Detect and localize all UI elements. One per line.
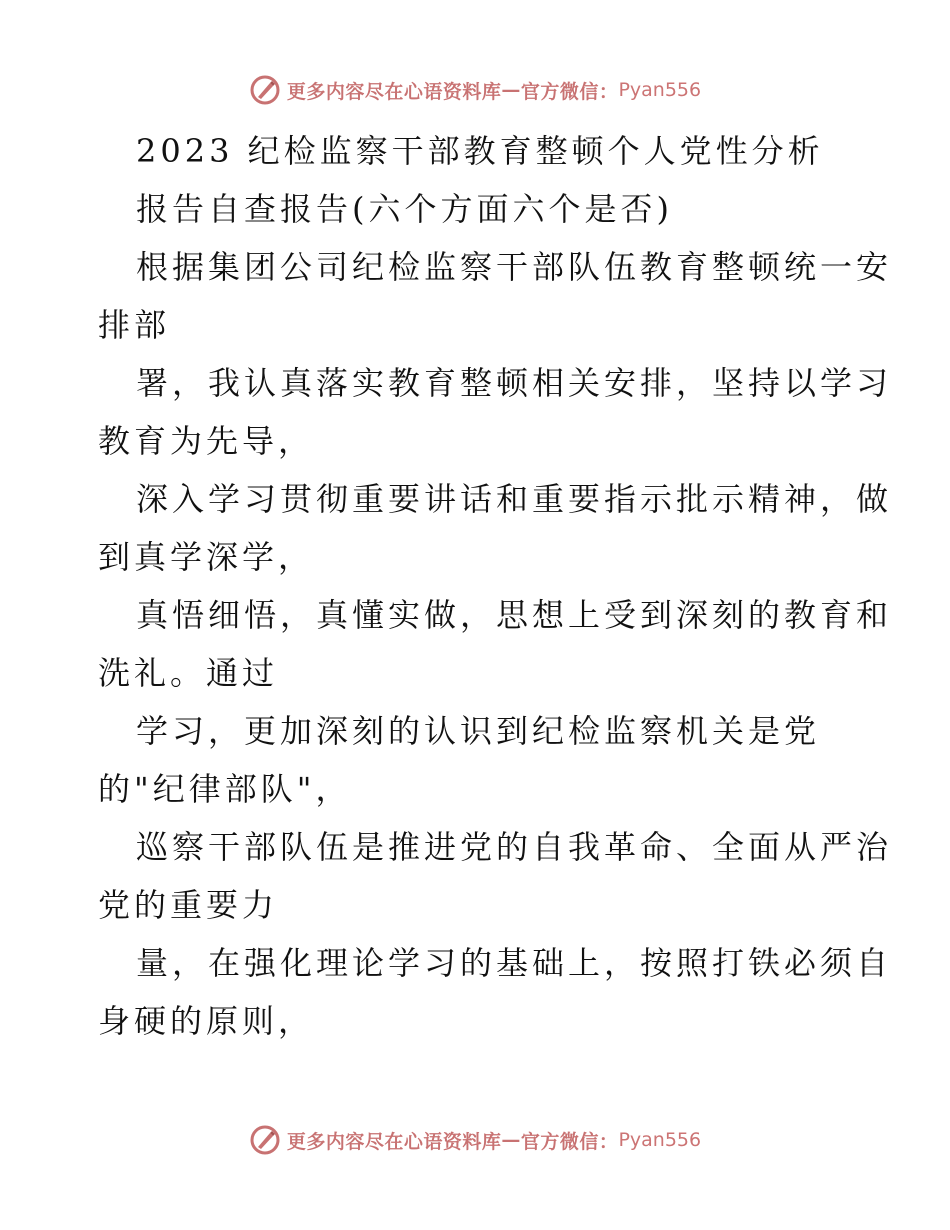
paragraph-line: 的"纪律部队"，: [98, 770, 352, 808]
paragraph-line: 署，我认真落实教育整顿相关安排，坚持以学习: [136, 364, 893, 402]
paragraph-line: 洗礼。通过: [98, 654, 279, 692]
header-watermark: [0, 70, 950, 110]
paragraph-line: 教育为先导，: [98, 422, 315, 460]
watermark-official: 官方微信：: [520, 80, 619, 103]
pen-seal-icon: [249, 1124, 281, 1156]
watermark-brand: 更多内容尽在心语资料库: [286, 1130, 502, 1153]
watermark-wechat-id: Pyan556: [618, 1129, 702, 1151]
document-title-line-1: 2023 纪检监察干部教育整顿个人党性分析: [136, 132, 824, 170]
watermark-separator: —: [501, 79, 521, 101]
watermark-separator: —: [501, 1129, 521, 1151]
watermark-brand: 更多内容尽在心语资料库: [286, 80, 502, 103]
document-body: [98, 122, 893, 1050]
paragraph-line: 巡察干部队伍是推进党的自我革命、全面从严治: [136, 828, 893, 866]
paragraph-line: 学习，更加深刻的认识到纪检监察机关是党: [136, 712, 821, 750]
paragraph-line: 真悟细悟，真懂实做，思想上受到深刻的教育和: [136, 596, 893, 634]
paragraph-line: 到真学深学，: [98, 538, 315, 576]
paragraph-line: 身硬的原则，: [98, 1002, 315, 1040]
pen-seal-icon: [249, 74, 281, 106]
footer-watermark: [0, 1120, 950, 1160]
paragraph-line: 量，在强化理论学习的基础上，按照打铁必须自: [136, 944, 893, 982]
paragraph-line: 根据集团公司纪检监察干部队伍教育整顿统一安: [136, 248, 893, 286]
paragraph-line: 党的重要力: [98, 886, 279, 924]
document-title-line-2: 报告自查报告(六个方面六个是否): [136, 190, 673, 228]
paragraph-line: 深入学习贯彻重要讲话和重要指示批示精神，做: [136, 480, 893, 518]
paragraph-line: 排部: [98, 306, 171, 344]
watermark-official: 官方微信：: [520, 1130, 619, 1153]
watermark-wechat-id: Pyan556: [618, 79, 702, 101]
